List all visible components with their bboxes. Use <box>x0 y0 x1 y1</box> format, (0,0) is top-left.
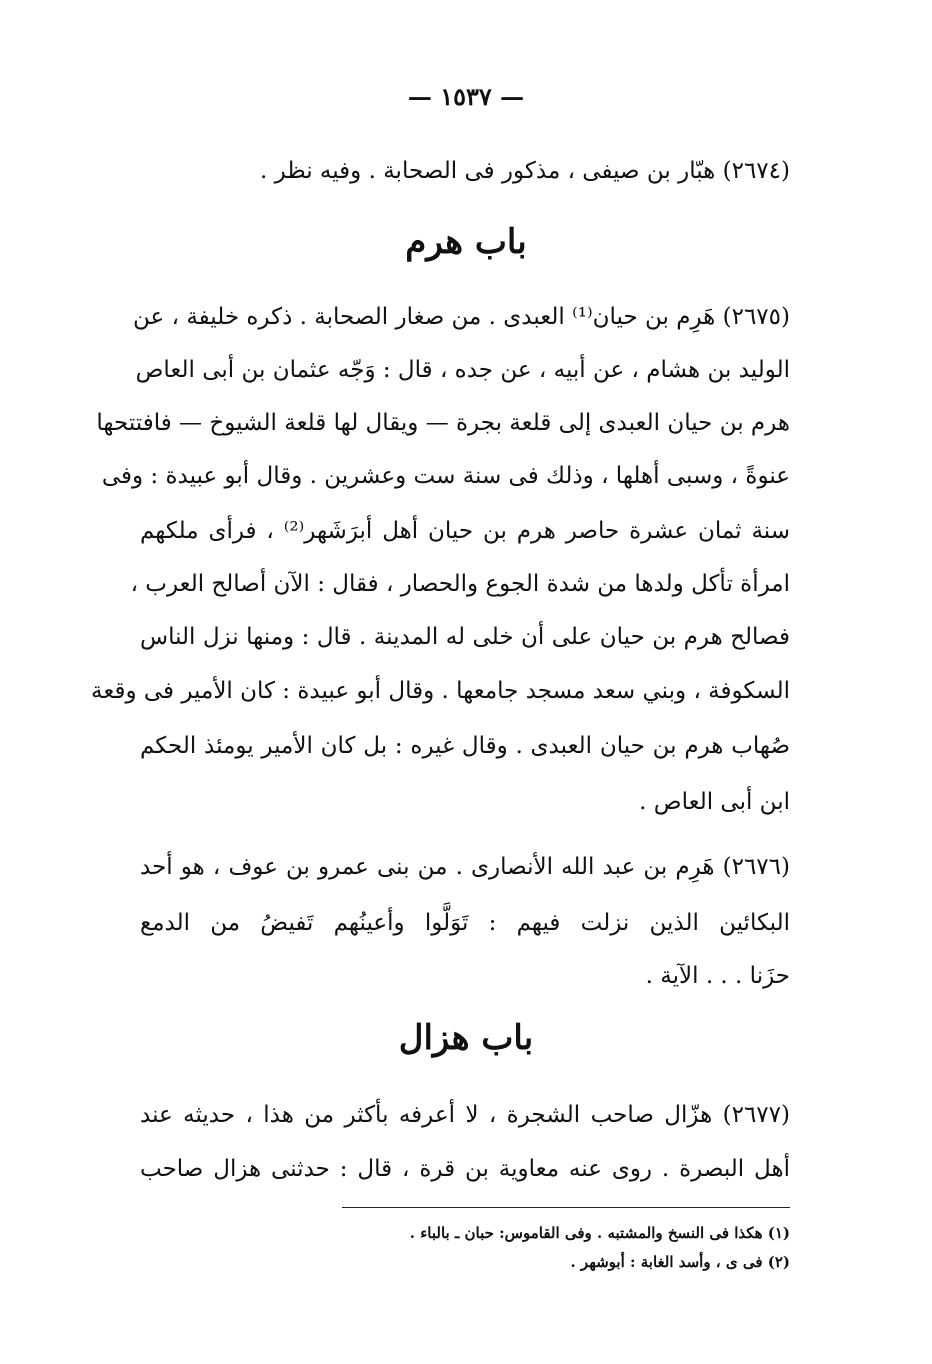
entry-line: هرم بن حيان العبدى إلى قلعة بجرة — ويقال لها قلعة الشيوخ — فافتتحها <box>96 410 790 436</box>
footnote-divider <box>342 1207 790 1208</box>
entry-line: (٢٦٧٧) هزّال صاحب الشجرة ، لا أعرفه بأكثر من هذا ، حديثه عند <box>140 1102 790 1128</box>
entry-line: امرأة تأكل ولدها من شدة الجوع والحصار ، فقال : الآن أصالح العرب ، <box>130 571 790 597</box>
entry-line: سنة ثمان عشرة حاصر هرم بن حيان أهل أبرَشَهر⁽²⁾ ، فرأى ملكهم <box>140 518 790 544</box>
entry-line: السكوفة ، وبني سعد مسجد جامعها . وقال أبو عبيدة : كان الأمير فى وقعة <box>91 678 790 704</box>
entry-line: أهل البصرة . روى عنه معاوية بن قرة ، قال : حدثنى هزال صاحب <box>140 1156 790 1182</box>
entry-line: حزَنا . . . الآية . <box>645 963 790 989</box>
entry-line: الوليد بن هشام ، عن أبيه ، عن جده ، قال : وَجّه عثمان بن أبى العاص <box>135 357 790 383</box>
entry-line: (٢٦٧٦) هَرِم بن عبد الله الأنصارى . من بنى عمرو بن عوف ، هو أحد <box>140 854 790 880</box>
entry-line: فصالح هرم بن حيان على أن خلى له المدينة . قال : ومنها نزل الناس <box>140 624 790 650</box>
entry-line: البكائين الذين نزلت فيهم : تَوَلَّوا وأعينُهم تَفيضُ من الدمع <box>140 910 790 936</box>
footnote-2: (٢) فى ى ، وأسد الغابة : أبوشهر . <box>570 1253 790 1271</box>
entry-line: صُهاب هرم بن حيان العبدى . وقال غيره : بل كان الأمير يومئذ الحكم <box>140 733 790 759</box>
page-number: — ١٥٣٧ — <box>407 82 525 111</box>
entry-2674-line: (٢٦٧٤) هبّار بن صيفى ، مذكور فى الصحابة . وفيه نظر . <box>260 158 790 184</box>
section-heading-hazzal: باب هزال <box>398 1018 534 1058</box>
section-heading-harim: باب هرم <box>405 222 527 262</box>
footnote-1: (١) هكذا فى النسخ والمشتبه . وفى القاموس: حبان ـ بالباء . <box>409 1224 790 1242</box>
entry-line: (٢٦٧٥) هَرِم بن حيان⁽¹⁾ العبدى . من صغار الصحابة . ذكره خليفة ، عن <box>133 304 790 330</box>
entry-line: ابن أبى العاص . <box>639 789 790 815</box>
entry-line: عنوةً ، وسبى أهلها ، وذلك فى سنة ست وعشرين . وقال أبو عبيدة : وفى <box>101 463 790 489</box>
